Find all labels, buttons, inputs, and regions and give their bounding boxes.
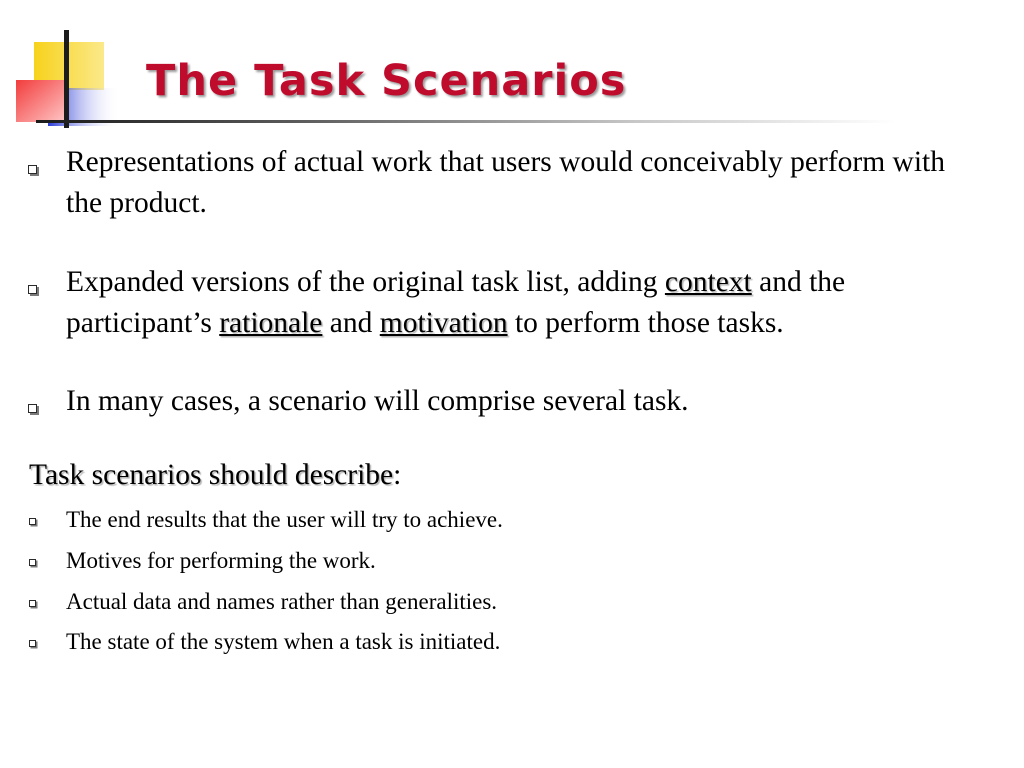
bullet-text-segment: Representations of actual work that users would conceivably perform with the product. xyxy=(66,146,946,219)
bullet-text-segment: and xyxy=(322,307,380,339)
colored-blocks-logo-icon xyxy=(0,0,140,140)
highlighted-term: context xyxy=(664,266,752,298)
sub-heading-text: Task scenarios should describe xyxy=(29,459,394,491)
sub-heading xyxy=(29,455,401,496)
highlighted-term: rationale xyxy=(219,307,323,339)
bullet-text-segment: In many cases, a scenario will comprise several task. xyxy=(66,385,689,417)
bullet-text xyxy=(66,142,986,224)
highlighted-term: motivation xyxy=(379,307,508,339)
sub-list-text: The end results that the user will try to achieve. xyxy=(66,507,503,532)
hollow-square-bullet-icon xyxy=(28,165,37,174)
hollow-square-bullet-icon xyxy=(28,285,37,294)
slide-title: The Task Scenarios xyxy=(146,56,627,106)
sub-heading-colon: : xyxy=(393,459,402,491)
sub-list-text: Actual data and names rather than generalities. xyxy=(66,589,498,614)
bullet-text-segment: and the participant’s xyxy=(66,266,846,339)
hollow-square-bullet-icon xyxy=(28,404,37,413)
bullet-text xyxy=(66,262,986,344)
hollow-square-bullet-icon xyxy=(29,600,36,607)
hollow-square-bullet-icon xyxy=(29,518,36,525)
hollow-square-bullet-icon xyxy=(29,559,36,566)
bullet-text xyxy=(66,381,986,422)
bullet-text-segment: to perform those tasks. xyxy=(507,307,784,339)
sub-list-text: Motives for performing the work. xyxy=(66,548,376,573)
bullet-text-segment: Expanded versions of the original task list, adding xyxy=(66,266,665,298)
hollow-square-bullet-icon xyxy=(29,640,36,647)
sub-list-text: The state of the system when a task is initiated. xyxy=(66,629,501,654)
title-underline xyxy=(36,120,896,123)
